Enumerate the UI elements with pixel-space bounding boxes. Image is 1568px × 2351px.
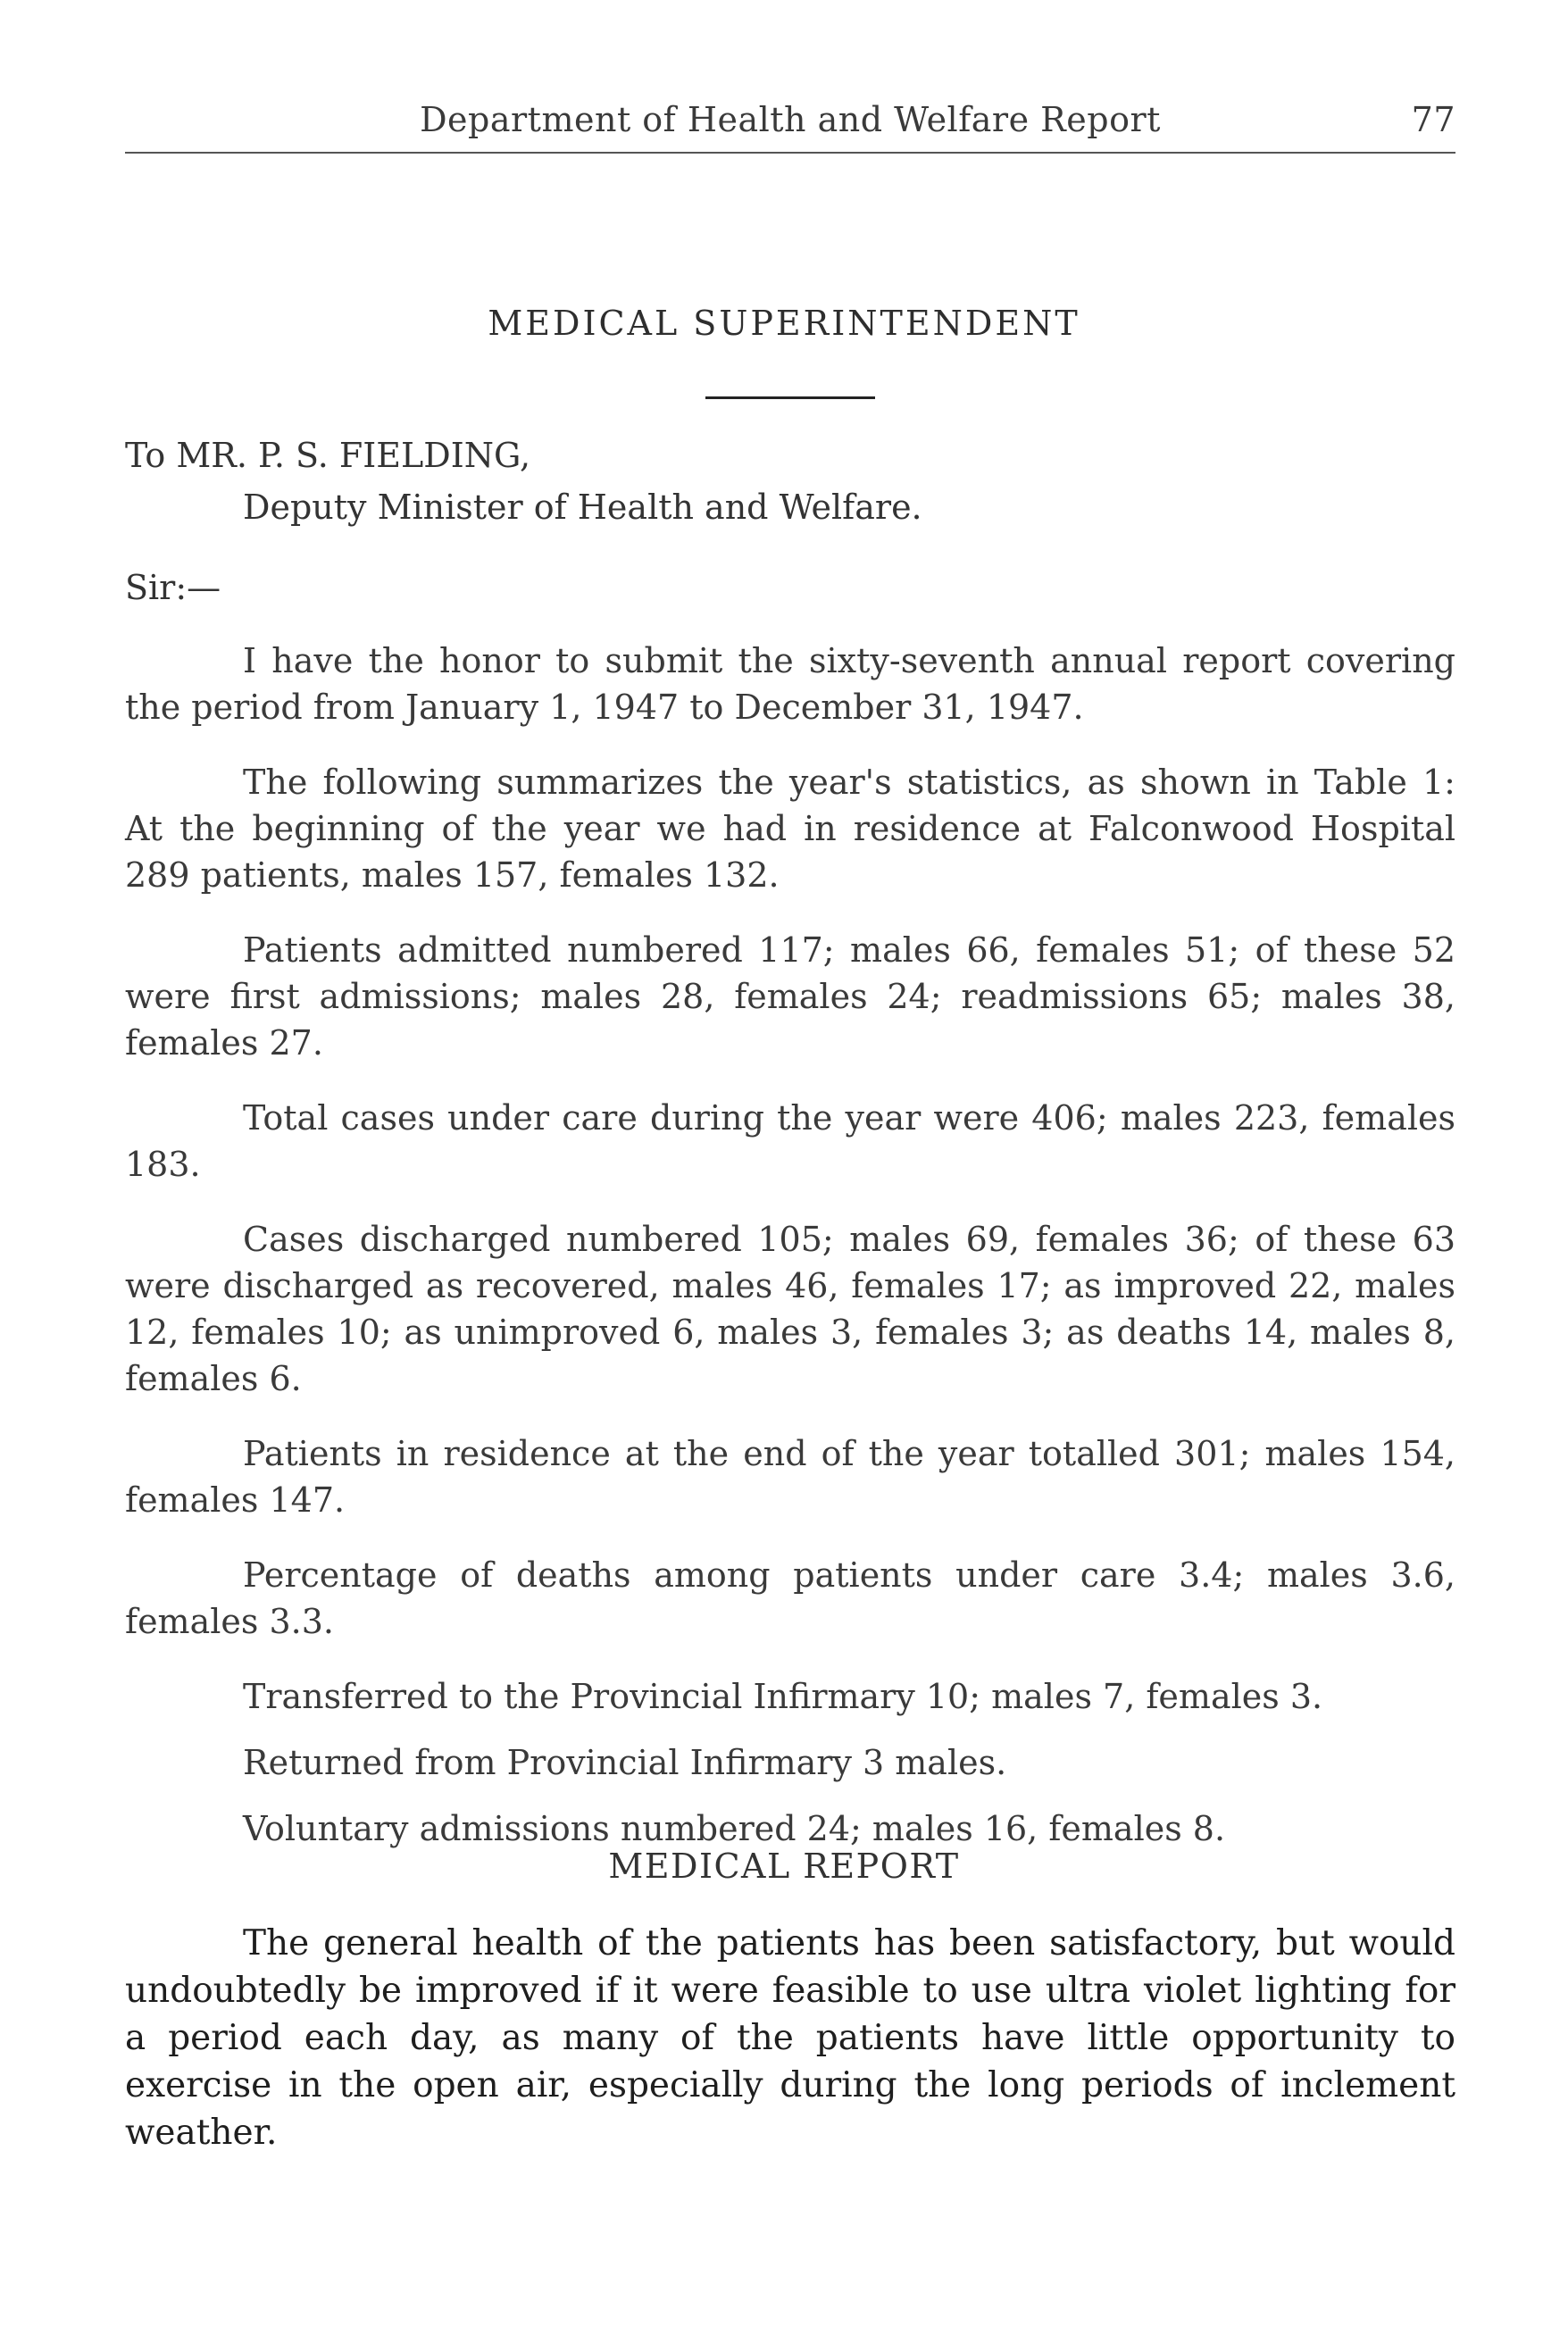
paragraph-returns: Returned from Provincial Infirmary 3 males. xyxy=(243,1743,1007,1782)
paragraph-transfers: Transferred to the Provincial Infirmary 10; males 7, females 3. xyxy=(243,1677,1323,1716)
addressee-line: To MR. P. S. FIELDING, xyxy=(125,436,531,475)
paragraph-intro: I have the honor to submit the sixty-seventh annual report covering the period from January 1, 1947 to December 31, 1947. xyxy=(125,641,1455,727)
paragraph-voluntary: Voluntary admissions numbered 24; males 16, females 8. xyxy=(243,1809,1226,1848)
report-body xyxy=(125,638,1455,1872)
header-rule xyxy=(125,152,1455,154)
paragraph-residence-start: The following summarizes the year's statistics, as shown in Table 1: At the beginning of the year we had in residence at Falconwood Hospital 289 patients, males 157, females 132. xyxy=(125,763,1455,895)
paragraph-discharges: Cases discharged numbered 105; males 69, females 36; of these 63 were discharged as recovered, males 46, females 17; as improved 22, males 12, females 10; as unimproved 6, males 3, females 3; as deaths 14, males 8, females 6. xyxy=(125,1220,1455,1398)
title-divider xyxy=(705,396,875,399)
paragraph-residence-end: Patients in residence at the end of the year totalled 301; males 154, females 147. xyxy=(125,1434,1455,1520)
salutation: Sir:— xyxy=(125,568,221,607)
medical-report-paragraph: The general health of the patients has been satisfactory, but would undoubtedly be improved if it were feasible to use ultra violet lighting for a period each day, as many of the patients have little opportunity to exercise in the open air, especially during the long periods of inclement weather. xyxy=(125,1923,1455,2153)
addressee-position: Deputy Minister of Health and Welfare. xyxy=(243,488,922,527)
paragraph-admissions: Patients admitted numbered 117; males 66, females 51; of these 52 were first admissions; males 28, females 24; readmissions 65; males 38, females 27. xyxy=(125,930,1455,1063)
paragraph-death-percentage: Percentage of deaths among patients under care 3.4; males 3.6, females 3.3. xyxy=(125,1555,1455,1641)
medical-report-title: MEDICAL REPORT xyxy=(608,1847,960,1886)
header-title: Department of Health and Welfare Report xyxy=(420,100,1161,139)
medical-report-body xyxy=(125,1920,1455,2156)
running-header xyxy=(125,100,1455,154)
section-title: MEDICAL SUPERINTENDENT xyxy=(488,304,1080,343)
page-number: 77 xyxy=(1411,100,1455,139)
paragraph-total-cases: Total cases under care during the year were 406; males 223, females 183. xyxy=(125,1098,1455,1184)
